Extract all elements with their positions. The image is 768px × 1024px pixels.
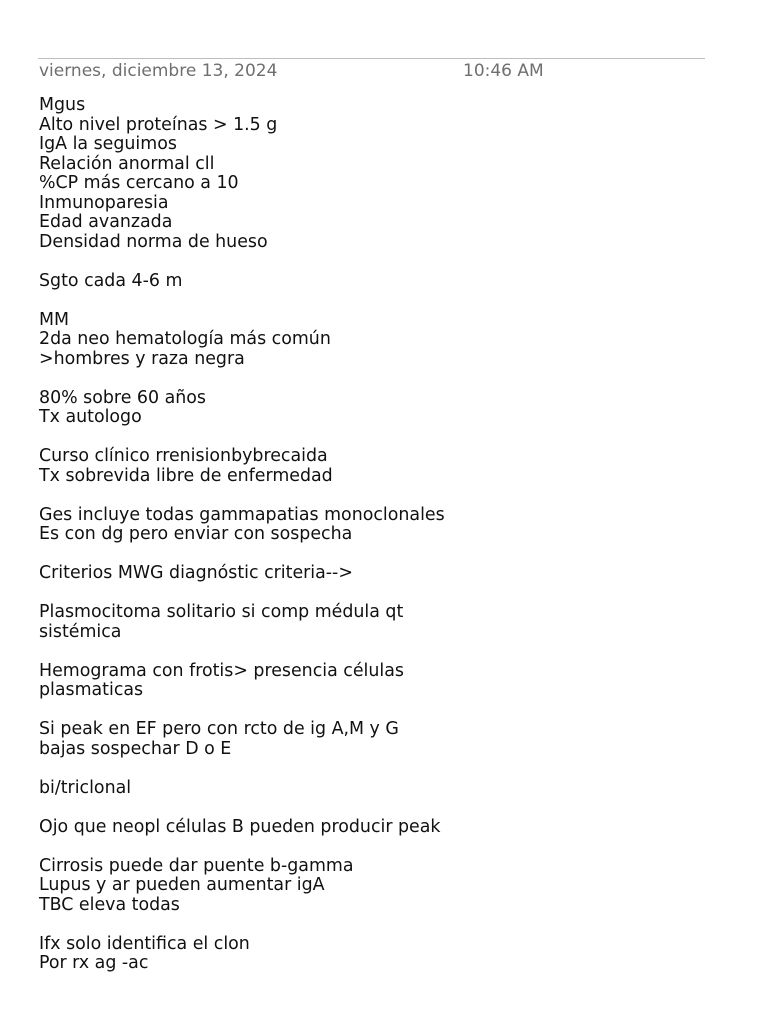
note-line: Ifx solo identifica el clon	[39, 933, 250, 954]
note-line: Si peak en EF pero con rcto de ig A,M y G	[39, 719, 399, 739]
note-line: Alto nivel proteínas > 1.5 g	[39, 114, 278, 135]
note-line: sistémica	[39, 621, 122, 642]
note-paragraph	[39, 662, 739, 701]
note-line: bajas sospechar D o E	[39, 738, 232, 759]
note-paragraph	[39, 935, 739, 974]
note-paragraph	[39, 857, 739, 916]
note-paragraph	[39, 506, 739, 545]
note-paragraph	[39, 96, 739, 252]
note-line: bi/triclonal	[39, 777, 132, 798]
note-line: >hombres y raza negra	[39, 348, 245, 369]
note-line: %CP más cercano a 10	[39, 173, 239, 193]
note-line: Relación anormal cll	[39, 153, 215, 174]
note-line: Lupus y ar pueden aumentar igA	[39, 875, 325, 895]
note-line: Es con dg pero enviar con sospecha	[39, 524, 353, 544]
note-paragraph	[39, 603, 739, 642]
note-line: Mgus	[39, 95, 86, 115]
note-paragraph	[39, 311, 739, 370]
note-paragraph	[39, 447, 739, 486]
note-line: Inmunoparesia	[39, 192, 169, 213]
note-line: Edad avanzada	[39, 212, 173, 232]
note-line: IgA la seguimos	[39, 134, 177, 154]
note-date: viernes, diciembre 13, 2024	[39, 61, 278, 81]
note-line: Hemograma con frotis> presencia células	[39, 660, 404, 681]
note-body	[39, 96, 739, 993]
note-line: Tx autologo	[39, 407, 142, 427]
note-time: 10:46 AM	[463, 61, 544, 81]
note-line: 2da neo hematología más común	[39, 329, 331, 349]
note-line: Curso clínico rrenisionbybrecaida	[39, 446, 328, 466]
note-paragraph	[39, 272, 739, 292]
note-line: Criterios MWG diagnóstic criteria-->	[39, 563, 353, 583]
note-line: Sgto cada 4-6 m	[39, 270, 183, 291]
note-line: 80% sobre 60 años	[39, 387, 206, 408]
note-line: MM	[39, 309, 70, 330]
note-line: Plasmocitoma solitario si comp médula qt	[39, 602, 404, 622]
note-paragraph	[39, 779, 739, 799]
note-line: Ojo que neopl células B pueden producir peak	[39, 816, 441, 837]
note-line: Por rx ag -ac	[39, 953, 149, 973]
note-paragraph	[39, 818, 739, 838]
note-paragraph	[39, 389, 739, 428]
note-line: plasmaticas	[39, 680, 144, 700]
note-paragraph	[39, 564, 739, 584]
note-line: Densidad norma de hueso	[39, 231, 268, 252]
note-line: Tx sobrevida libre de enfermedad	[39, 465, 333, 486]
note-paragraph	[39, 720, 739, 759]
note-line: TBC eleva todas	[39, 894, 180, 915]
header-divider	[38, 58, 705, 59]
note-line: Cirrosis puede dar puente b-gamma	[39, 855, 354, 876]
note-line: Ges incluye todas gammapatias monoclonales	[39, 504, 445, 525]
